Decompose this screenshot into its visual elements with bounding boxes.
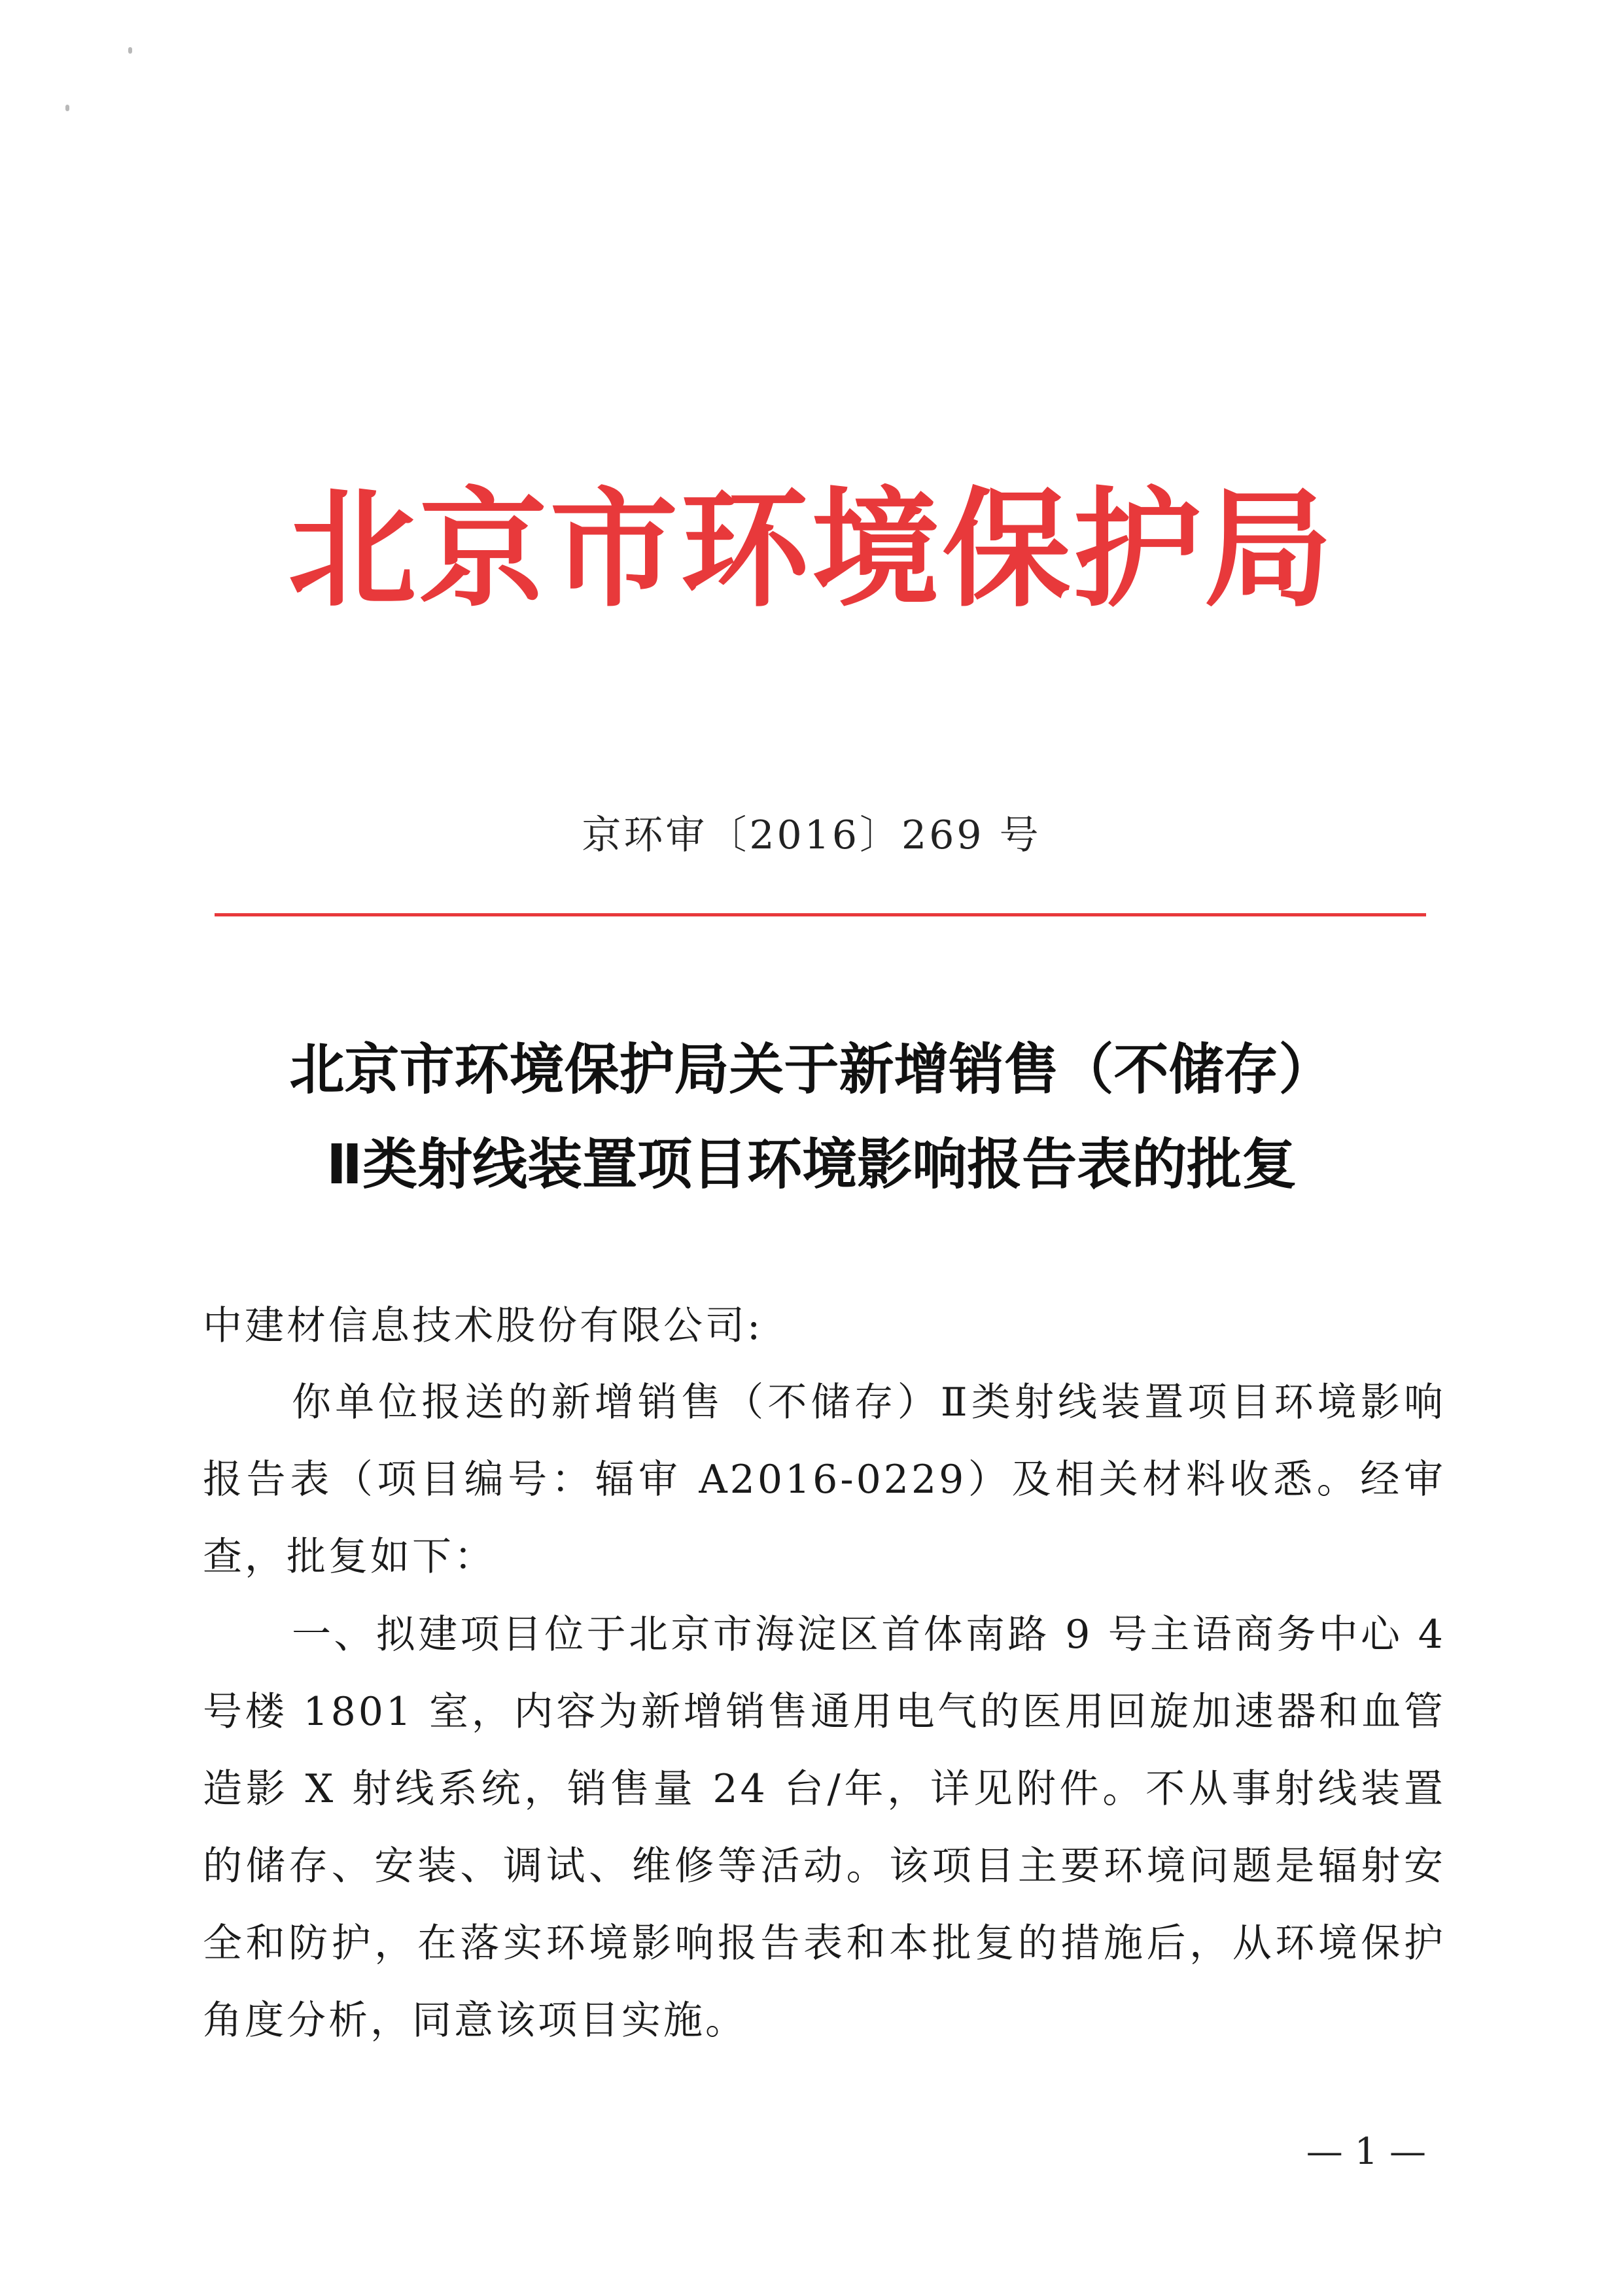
scan-speck bbox=[128, 47, 132, 54]
document-title-line-2: Ⅱ类射线装置项目环境影响报告表的批复 bbox=[326, 1132, 1297, 1196]
body-paragraph-1: 你单位报送的新增销售（不储存）Ⅱ类射线装置项目环境影响报告表（项目编号：辐审 A2016-0229）及相关材料收悉。经审查，批复如下： bbox=[203, 1380, 1446, 1580]
document-number: 京环审〔2016〕269 号 bbox=[582, 812, 1041, 858]
scan-speck bbox=[65, 105, 69, 111]
body-paragraph-2: 一、拟建项目位于北京市海淀区首体南路 9 号主语商务中心 4 号楼 1801 室，内容为新增销售通用电气的医用回旋加速器和血管造影 X 射线系统，销售量 24 台/年，详见附件。不从事射线装置的储存、安装、调试、维修等活动。该项目主要环境问题是辐射安全和防护，在落实环境影响报告表和本批复的措施后，从环境保护角度分析，同意该项目实施。 bbox=[203, 1612, 1446, 2044]
document-title-line-1: 北京市环境保护局关于新增销售（不储存） bbox=[289, 1037, 1334, 1102]
red-divider-line bbox=[215, 913, 1426, 916]
page-number: — 1 — bbox=[1306, 2131, 1426, 2173]
letterhead-title: 北京市环境保护局 bbox=[288, 474, 1335, 625]
recipient-line: 中建材信息技术股份有限公司: bbox=[203, 1303, 763, 1349]
